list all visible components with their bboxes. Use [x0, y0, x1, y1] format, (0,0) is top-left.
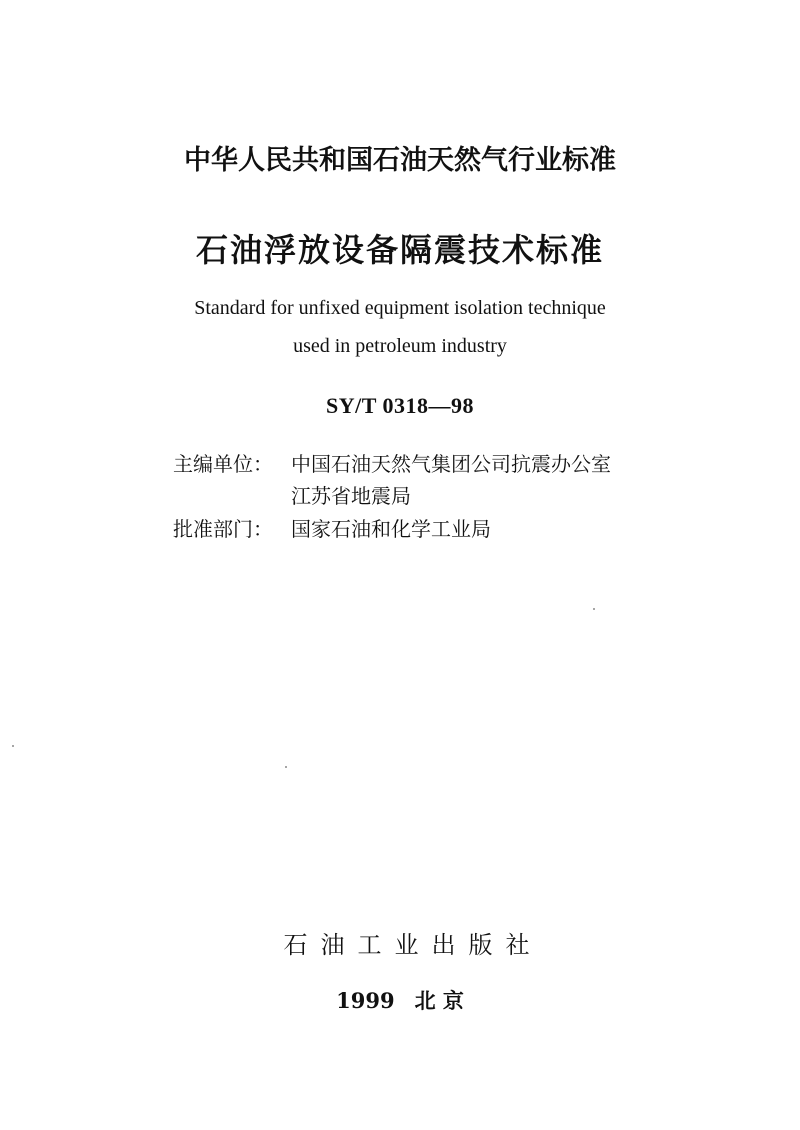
standard-code: SY/T 0318—98: [325, 393, 474, 418]
approver-organization: 国家石油和化学工业局: [291, 517, 491, 541]
english-title-line-1: Standard for unfixed equipment isolation technique: [194, 297, 606, 319]
approver-label: 批准部门：: [173, 517, 273, 541]
editor-label: 主编单位：: [173, 452, 273, 476]
publisher-name: 石油工业出版社: [283, 931, 543, 959]
document-title: 石油浮放设备隔震技术标准: [195, 231, 604, 269]
scan-speck: [285, 766, 287, 768]
scan-speck: [593, 608, 595, 610]
editor-organization-1: 中国石油天然气集团公司抗震办公室: [291, 452, 611, 476]
publication-city: 北 京: [414, 988, 464, 1013]
editor-organization-2: 江苏省地震局: [291, 484, 411, 508]
publication-year: 1999: [336, 988, 395, 1013]
scan-speck: [12, 745, 14, 747]
publication-line: [0, 985, 800, 1015]
industry-standard-header: 中华人民共和国石油天然气行业标准: [184, 145, 616, 176]
english-title-line-2: used in petroleum industry: [293, 335, 507, 357]
